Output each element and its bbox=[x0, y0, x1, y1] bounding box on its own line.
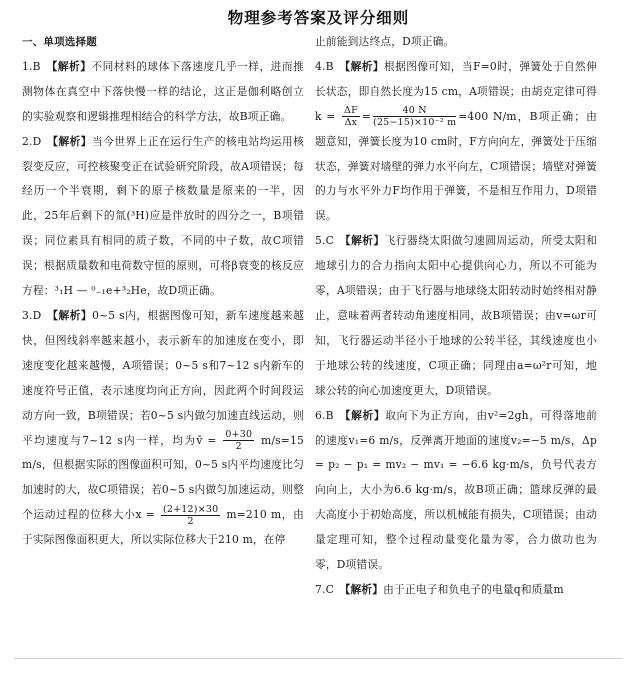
answer-q1 bbox=[22, 55, 304, 130]
answer-q5 bbox=[315, 229, 597, 403]
fraction-numerator: ΔF bbox=[344, 105, 358, 117]
answer-text: 飞行器绕太阳做匀速圆周运动，所受太阳和地球引力的合力指向太阳中心提供向心力，所以不可能为零，A项错误；由于飞行器与地球绕太阳转动时始终相对静止，意味着两者转动角速度相同，故B项错误；由v=ωr可知，飞行器运动半径小于地球的公转半径，其线速度也小于地球公转的线速度，C项正确；同理由a=ω²r可知，地球公转的向心加速度更大，D项错误。 bbox=[315, 234, 597, 397]
answer-text: 取向下为正方向，由v²=2gh，可得落地前的速度v₁=6 m/s，反弹离开地面的速度v₂=−5 m/s，Δp = p₂ − p₁ = mv₂ − mv₁ = −6.6 kg·m/s，负号代表方向向上，大小为6.6 kg·m/s，故B项正确；篮球反弹的最大高度小于初始高度，所以机械能有损失，C项错误；由动量定理可知，整个过程动量变化量为零，合力做功也为零，D项错误。 bbox=[315, 408, 597, 572]
analysis-tag: 【解析】 bbox=[47, 134, 92, 148]
analysis-tag: 【解析】 bbox=[339, 59, 385, 73]
answer-text: 当今世界上正在运行生产的核电站均运用核裂变反应，可控核聚变正在试验研究阶段，故A项错误；每经历一个半衰期，剩下的原子核数量是原来的一半，因此，25年后剩下的氚(³H)应是伴放时的四分之一，B项错误；同位素具有相同的质子数，不同的中子数，故C项错误；根据质量数和电荷数守恒的原则，可将β衰变的核反应方程：³₁H — ⁰₋₁e+³₂He，故D项正确。 bbox=[22, 134, 304, 298]
answer-text: m/s=15 m/s，但根据实际的图像面积可知，0~5 s内平均速度比匀加速时的大，故C项错误；若0~5 s内做匀加速运动，则整个运动过程的位移大小x = bbox=[22, 433, 304, 522]
answer-q4 bbox=[315, 55, 597, 229]
answer-text: 0~5 s内，根据图像可知，新车速度越来越快，但图线斜率越来越小，表示新车的加速度在变小，即速度变化越来越慢，A项错误；0~5 s和7~12 s内新车的速度符号正值，表示速度均向正方向，因此两个时间段运动方向一致，B项错误；若0~5 s内做匀加速直线运动，则平均速度与7~12 s内一样，均为v̄ = bbox=[22, 308, 304, 447]
analysis-tag: 【解析】 bbox=[47, 308, 93, 322]
question-number: 2.D bbox=[22, 134, 42, 148]
analysis-tag: 【解析】 bbox=[339, 408, 386, 422]
question-number: 4.B bbox=[315, 59, 334, 73]
right-column bbox=[315, 30, 597, 603]
question-number: 3.D bbox=[22, 308, 42, 322]
answer-q2 bbox=[22, 130, 304, 304]
answer-q6 bbox=[315, 404, 597, 578]
answer-q7 bbox=[315, 578, 597, 603]
fraction bbox=[223, 429, 254, 452]
fraction-denominator: 2 bbox=[187, 515, 194, 527]
fraction bbox=[373, 105, 456, 128]
answer-q3-continued: 止前能到达终点，D项正确。 bbox=[315, 35, 455, 48]
answer-text: =400 N/m，B项正确；由题意知，弹簧长度为10 cm时，F方向向左，弹簧处于压缩状态，弹簧对墙壁的弹力水平向左，C项错误；墙壁对弹簧的力与水平外力F均作用于弹簧，不是相互作用力，D项错误。 bbox=[315, 109, 597, 223]
question-number: 6.B bbox=[315, 408, 334, 422]
analysis-tag: 【解析】 bbox=[339, 582, 384, 596]
answer-text: 由于正电子和负电子的电量q和质量m bbox=[383, 582, 564, 596]
question-number: 7.C bbox=[315, 582, 334, 596]
fraction bbox=[161, 504, 220, 527]
question-number: 1.B bbox=[22, 59, 41, 73]
fraction-numerator: (2+12)×30 bbox=[162, 503, 219, 515]
answer-text: 不同材料的球体下落速度几乎一样，进而推测物体在真空中下落快慢一样的结论，这正是伽利略创立的实验观察和逻辑推理相结合的科学方法，故B项正确。 bbox=[22, 59, 304, 123]
page-title: 物理参考答案及评分细则 bbox=[227, 9, 410, 27]
section-heading: 一、单项选择题 bbox=[22, 36, 97, 48]
analysis-tag: 【解析】 bbox=[46, 59, 92, 73]
left-column bbox=[22, 30, 304, 553]
fraction-denominator: Δx bbox=[344, 117, 358, 129]
fraction bbox=[342, 105, 360, 128]
fraction-numerator: 40 N bbox=[373, 105, 456, 117]
answer-text: 根据图像可知，当F=0时，弹簧处于自然伸长状态，即自然长度为15 cm，A项错误；由胡克定律可得k = bbox=[315, 59, 597, 123]
equals-sign: = bbox=[361, 109, 372, 123]
answer-q3 bbox=[22, 304, 304, 553]
question-number: 5.C bbox=[315, 234, 334, 248]
bottom-divider bbox=[14, 658, 622, 659]
fraction-numerator: 0+30 bbox=[225, 429, 253, 440]
answer-text: m=210 m，由于实际图像面积更大，所以实际位移大于210 m，在停 bbox=[22, 508, 304, 547]
fraction-denominator: (25−15)×10⁻² m bbox=[373, 117, 457, 129]
fraction-denominator: 2 bbox=[235, 441, 242, 452]
analysis-tag: 【解析】 bbox=[339, 234, 385, 248]
